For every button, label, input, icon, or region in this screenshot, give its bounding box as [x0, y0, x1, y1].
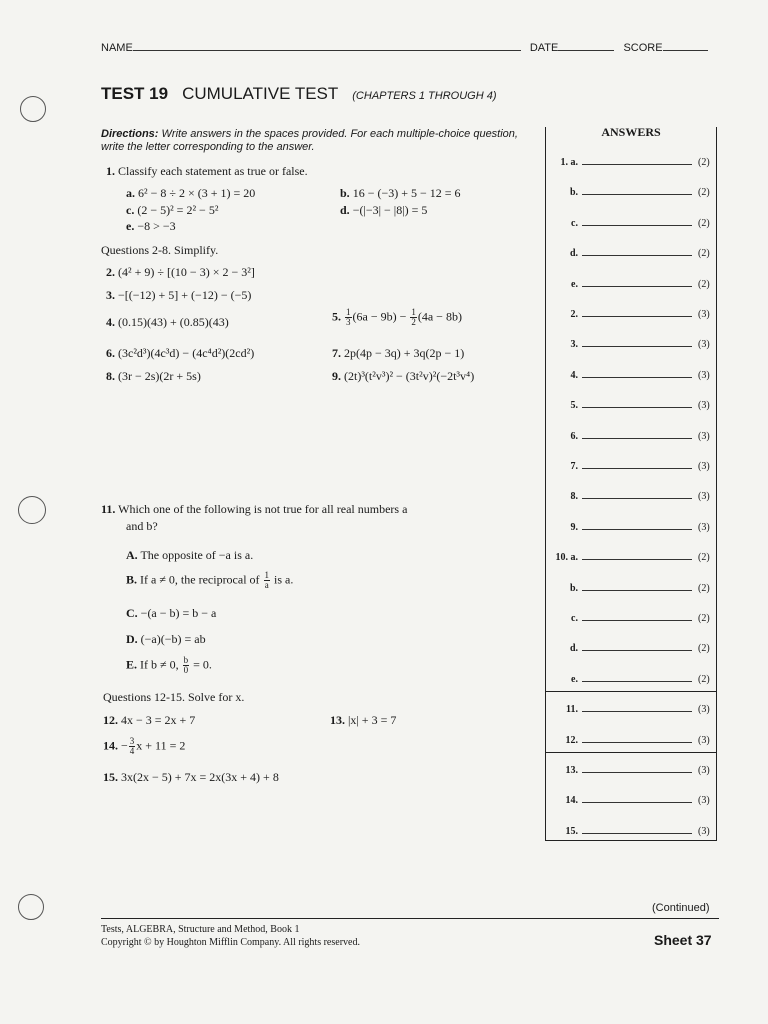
answer-blank[interactable] [582, 246, 692, 256]
question-1-prompt: Classify each statement as true or false. [118, 164, 308, 178]
answer-row [554, 763, 714, 776]
answer-points: (3) [698, 309, 710, 320]
answer-blank[interactable] [582, 824, 692, 834]
answer-label: 12. [565, 734, 578, 746]
answer-points: (2) [698, 278, 710, 290]
answer-row [554, 307, 714, 320]
punch-hole-middle [18, 496, 46, 524]
answer-blank[interactable] [582, 429, 692, 439]
fraction-b-over-zero: $\frac{b}{0}$ [183, 655, 189, 675]
answer-blank[interactable] [582, 185, 692, 195]
answer-points: (3) [698, 825, 710, 837]
question-1c: c. (2 − 5)² = 2² − 5² [126, 203, 219, 217]
question-1d: d. −(|−3| − |8|) = 5 [340, 203, 428, 217]
answer-row [554, 672, 714, 685]
directions-label: Directions: [101, 128, 159, 140]
answer-label: 13. [565, 765, 578, 776]
answer-label: 2. [570, 309, 578, 320]
answer-label: 5. [570, 400, 578, 412]
answer-blank[interactable] [582, 307, 692, 317]
answer-points: (2) [698, 613, 710, 624]
question-11-line2: and b? [126, 519, 158, 533]
answer-row [554, 216, 714, 229]
question-11: 11. Which one of the following is not true for all real numbers a [101, 502, 408, 516]
question-9: 9. (2t)³(t²v³)² − (3t²v)²(−2t³v⁴) [332, 369, 475, 383]
answer-label: 3. [570, 339, 578, 351]
question-1e: e. −8 > −3 [126, 219, 176, 233]
answer-points: (2) [698, 552, 710, 564]
header-fields [101, 42, 708, 54]
answer-blank[interactable] [582, 520, 692, 530]
answer-points: (2) [698, 187, 710, 199]
answer-blank[interactable] [582, 763, 692, 773]
answer-points: (3) [698, 521, 710, 533]
answer-label: 8. [570, 491, 578, 503]
option-B: B. If a ≠ 0, the reciprocal of $\frac{1}{a}$ is a. [126, 570, 294, 590]
question-8: 8. (3r − 2s)(2r + 5s) [106, 369, 201, 383]
name-field[interactable] [133, 50, 521, 51]
answer-label: 7. [570, 461, 578, 472]
answer-row [554, 641, 714, 654]
directions [101, 128, 531, 154]
answer-label: 14. [565, 795, 578, 807]
sheet-number: Sheet 37 [654, 932, 712, 948]
answer-row [554, 185, 714, 198]
answer-blank[interactable] [582, 216, 692, 226]
answer-label: b. [569, 582, 578, 594]
answer-points: (3) [698, 400, 710, 412]
answer-points: (3) [698, 461, 710, 472]
answer-blank[interactable] [582, 733, 692, 743]
answer-row [554, 702, 714, 715]
answers-column [545, 127, 717, 841]
option-D: D. (−a)(−b) = ab [126, 632, 206, 646]
solve-heading: Questions 12-15. Solve for x. [103, 690, 245, 704]
test-name: CUMULATIVE TEST [182, 84, 339, 103]
fraction-one-third: $\frac{1}{3}$ [346, 307, 351, 327]
fraction-three-fourths: $\frac{3}{4}$ [129, 736, 135, 756]
answer-row [554, 277, 714, 290]
question-5: 5. $\frac{1}{3}$ (6a − 9b) − $\frac{1}{2}$ (4a − 8b) [332, 307, 462, 327]
punch-hole-bottom [18, 894, 44, 920]
question-14: 14. − $\frac{3}{4}$ x + 11 = 2 [103, 736, 186, 756]
answer-label: d. [569, 643, 578, 655]
answer-label: c. [571, 613, 578, 624]
answer-blank[interactable] [582, 489, 692, 499]
option-E: E. If b ≠ 0, $\frac{b}{0}$ = 0. [126, 655, 212, 675]
footer-rule [101, 918, 719, 919]
fraction-one-half: $\frac{1}{2}$ [411, 307, 416, 327]
answer-label: e. [571, 673, 578, 685]
fraction-one-over-a: $\frac{1}{a}$ [264, 570, 270, 590]
question-12: 12. 4x − 3 = 2x + 7 [103, 713, 196, 727]
answer-blank[interactable] [582, 277, 692, 287]
question-4: 4. (0.15)(43) + (0.85)(43) [106, 315, 229, 329]
answer-blank[interactable] [582, 459, 692, 469]
question-15: 15. 3x(2x − 5) + 7x = 2x(3x + 4) + 8 [103, 770, 279, 784]
answer-row [554, 368, 714, 381]
question-3: 3. −[(−12) + 5] + (−12) − (−5) [106, 288, 252, 302]
answer-label: 15. [565, 825, 578, 837]
answer-row [554, 733, 714, 746]
answer-points: (2) [698, 217, 710, 229]
answer-points: (2) [698, 157, 710, 168]
footer-copyright: Copyright © by Houghton Mifflin Company. All rights reserved. [101, 937, 360, 948]
answer-blank[interactable] [582, 672, 692, 682]
answer-row [554, 824, 714, 837]
answer-blank[interactable] [582, 550, 692, 560]
question-1a: a. 6² − 8 ÷ 2 × (3 + 1) = 20 [126, 186, 256, 200]
answer-blank[interactable] [582, 581, 692, 591]
answer-label: 1. a. [560, 157, 578, 168]
answer-row [554, 246, 714, 259]
answer-points: (2) [698, 248, 710, 260]
question-1: 1. Classify each statement as true or false. [106, 164, 308, 178]
answer-row [554, 550, 714, 563]
answer-label: 4. [570, 369, 578, 381]
answer-row [554, 581, 714, 594]
answer-points: (3) [698, 491, 710, 503]
test-chapters: (CHAPTERS 1 THROUGH 4) [352, 90, 497, 102]
answer-row [554, 489, 714, 502]
answer-row [554, 520, 714, 533]
answer-row [554, 398, 714, 411]
date-field[interactable] [558, 50, 614, 51]
answer-label: c. [571, 217, 578, 229]
answer-blank[interactable] [582, 611, 692, 621]
answer-row [554, 429, 714, 442]
answer-label: e. [571, 278, 578, 290]
question-1b: b. 16 − (−3) + 5 − 12 = 6 [340, 186, 461, 200]
answer-points: (3) [698, 734, 710, 746]
answer-blank[interactable] [582, 337, 692, 347]
footer-book: Tests, ALGEBRA, Structure and Method, Book 1 [101, 924, 300, 935]
answer-label: d. [569, 248, 578, 260]
answer-row [554, 793, 714, 806]
punch-hole-top [20, 96, 46, 122]
answer-separator [546, 752, 716, 753]
question-7: 7. 2p(4p − 3q) + 3q(2p − 1) [332, 346, 465, 360]
score-field[interactable] [663, 50, 708, 51]
question-6: 6. (3c²d³)(4c³d) − (4c⁴d²)(2cd²) [106, 346, 255, 360]
answer-points: (3) [698, 430, 710, 442]
answer-points: (3) [698, 339, 710, 351]
answer-separator [546, 691, 716, 692]
date-label: DATE [529, 42, 559, 54]
page-title [101, 84, 497, 104]
answer-points: (3) [698, 704, 710, 716]
answer-label: b. [569, 187, 578, 199]
answer-label: 11. [566, 704, 578, 716]
answer-blank[interactable] [582, 641, 692, 651]
option-A: A. The opposite of −a is a. [126, 548, 254, 562]
question-2: 2. (4² + 9) ÷ [(10 − 3) × 2 − 3²] [106, 265, 255, 279]
simplify-heading: Questions 2-8. Simplify. [101, 243, 219, 257]
answer-label: 6. [570, 430, 578, 442]
answer-blank[interactable] [582, 155, 692, 165]
answers-title: ANSWERS [601, 125, 661, 139]
answer-label: 10. a. [555, 552, 578, 564]
answer-points: (2) [698, 673, 710, 685]
directions-text: Write answers in the spaces provided. For each multiple-choice question, write the letter corresponding to the answer. [101, 128, 518, 153]
answer-blank[interactable] [582, 368, 692, 378]
continued-note: (Continued) [652, 902, 710, 914]
test-number: TEST 19 [101, 84, 169, 103]
answer-points: (3) [698, 369, 710, 381]
answer-points: (3) [698, 765, 710, 776]
option-C: C. −(a − b) = b − a [126, 606, 217, 620]
answer-row [554, 611, 714, 624]
answer-blank[interactable] [582, 702, 692, 712]
answer-blank[interactable] [582, 793, 692, 803]
name-label: NAME [101, 42, 133, 54]
answer-points: (2) [698, 582, 710, 594]
answer-points: (3) [698, 795, 710, 807]
answer-row [554, 155, 714, 168]
score-label: SCORE [623, 42, 663, 54]
answer-label: 9. [570, 521, 578, 533]
answer-points: (2) [698, 643, 710, 655]
question-13: 13. |x| + 3 = 7 [330, 713, 397, 727]
answer-blank[interactable] [582, 398, 692, 408]
answer-row [554, 459, 714, 472]
answer-row [554, 337, 714, 350]
